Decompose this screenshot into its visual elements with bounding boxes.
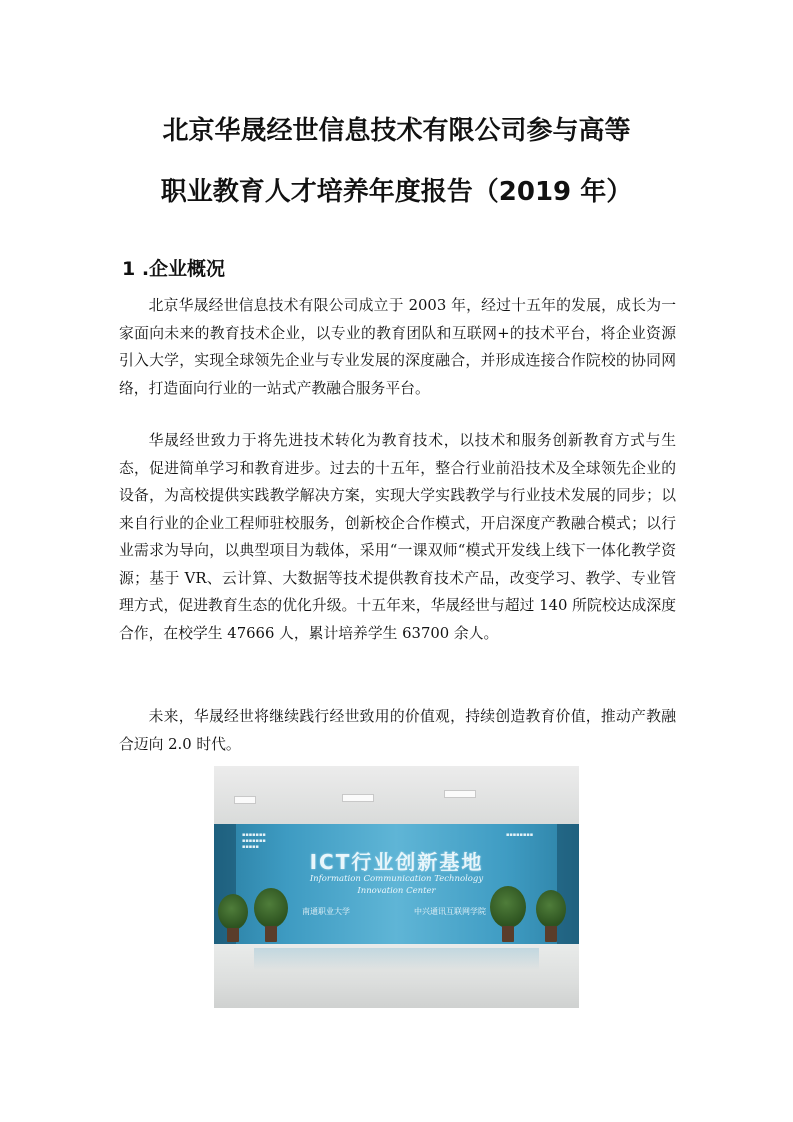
ict-innovation-base-photo bbox=[214, 766, 579, 1008]
ceiling-light bbox=[234, 796, 256, 804]
sign-left-text: 南通职业大学 bbox=[302, 907, 350, 916]
report-title-line-2: 职业教育人才培养年度报告（2019 年） bbox=[160, 177, 633, 207]
sign-title: ICT行业创新基地 bbox=[309, 850, 484, 874]
sign-english-line-1: Information Communication Technology bbox=[309, 874, 484, 884]
paragraph-company-intro: 北京华晟经世信息技术有限公司成立于 2003 年，经过十五年的发展，成长为一家面向未来的教育技术企业，以专业的教育团队和互联网+的技术平台，将企业资源引入大学，实现全球领先企业与专业发展的深度融合，并形成连接合作院校的协同网络，打造面向行业的一站式产教融合服务平台。 bbox=[119, 297, 676, 397]
wall-edge-right bbox=[557, 824, 579, 944]
ceiling-light bbox=[342, 794, 374, 802]
report-title-line-1: 北京华晟经世信息技术有限公司参与高等 bbox=[162, 116, 631, 146]
section-heading-company-overview: 1 .企业概况 bbox=[122, 258, 226, 280]
floor-reflection bbox=[254, 948, 539, 970]
ceiling-light bbox=[444, 790, 476, 798]
paragraph-company-mission: 华晟经世致力于将先进技术转化为教育技术，以技术和服务创新教育方式与生态，促进简单学习和教育进步。过去的十五年，整合行业前沿技术及全球领先企业的设备，为高校提供实践教学解决方案，实现大学实践教学与行业技术发展的同步；以来自行业的企业工程师驻校服务，创新校企合作模式，开启深度产教融合模式；以行业需求为导向，以典型项目为载体，采用“一课双师“模式开发线上线下一体化教学资源；基于 VR、云计算、大数据等技术提供教育技术产品，改变学习、教学、专业管理方式，促进教育生态的优化升级。十五年来，华晟经世与超过 140 所院校达成深度合作，在校学生 47666 人，累计培养学生 63700 余人。 bbox=[119, 432, 676, 642]
wall-corner-text-logo: ▪▪▪▪▪▪▪ ▪▪▪▪▪▪▪ ▪▪▪▪▪ bbox=[242, 832, 266, 850]
sign-english-line-2: Innovation Center bbox=[357, 886, 436, 896]
wall-corner-logo: ▪▪▪▪▪▪▪▪ bbox=[506, 832, 534, 838]
sign-right-text: 中兴通讯互联网学院 bbox=[414, 907, 486, 916]
photo-ceiling bbox=[214, 766, 579, 824]
paragraph-company-future: 未来，华晟经世将继续践行经世致用的价值观，持续创造教育价值，推动产教融合迈向 2.0 时代。 bbox=[119, 708, 676, 753]
